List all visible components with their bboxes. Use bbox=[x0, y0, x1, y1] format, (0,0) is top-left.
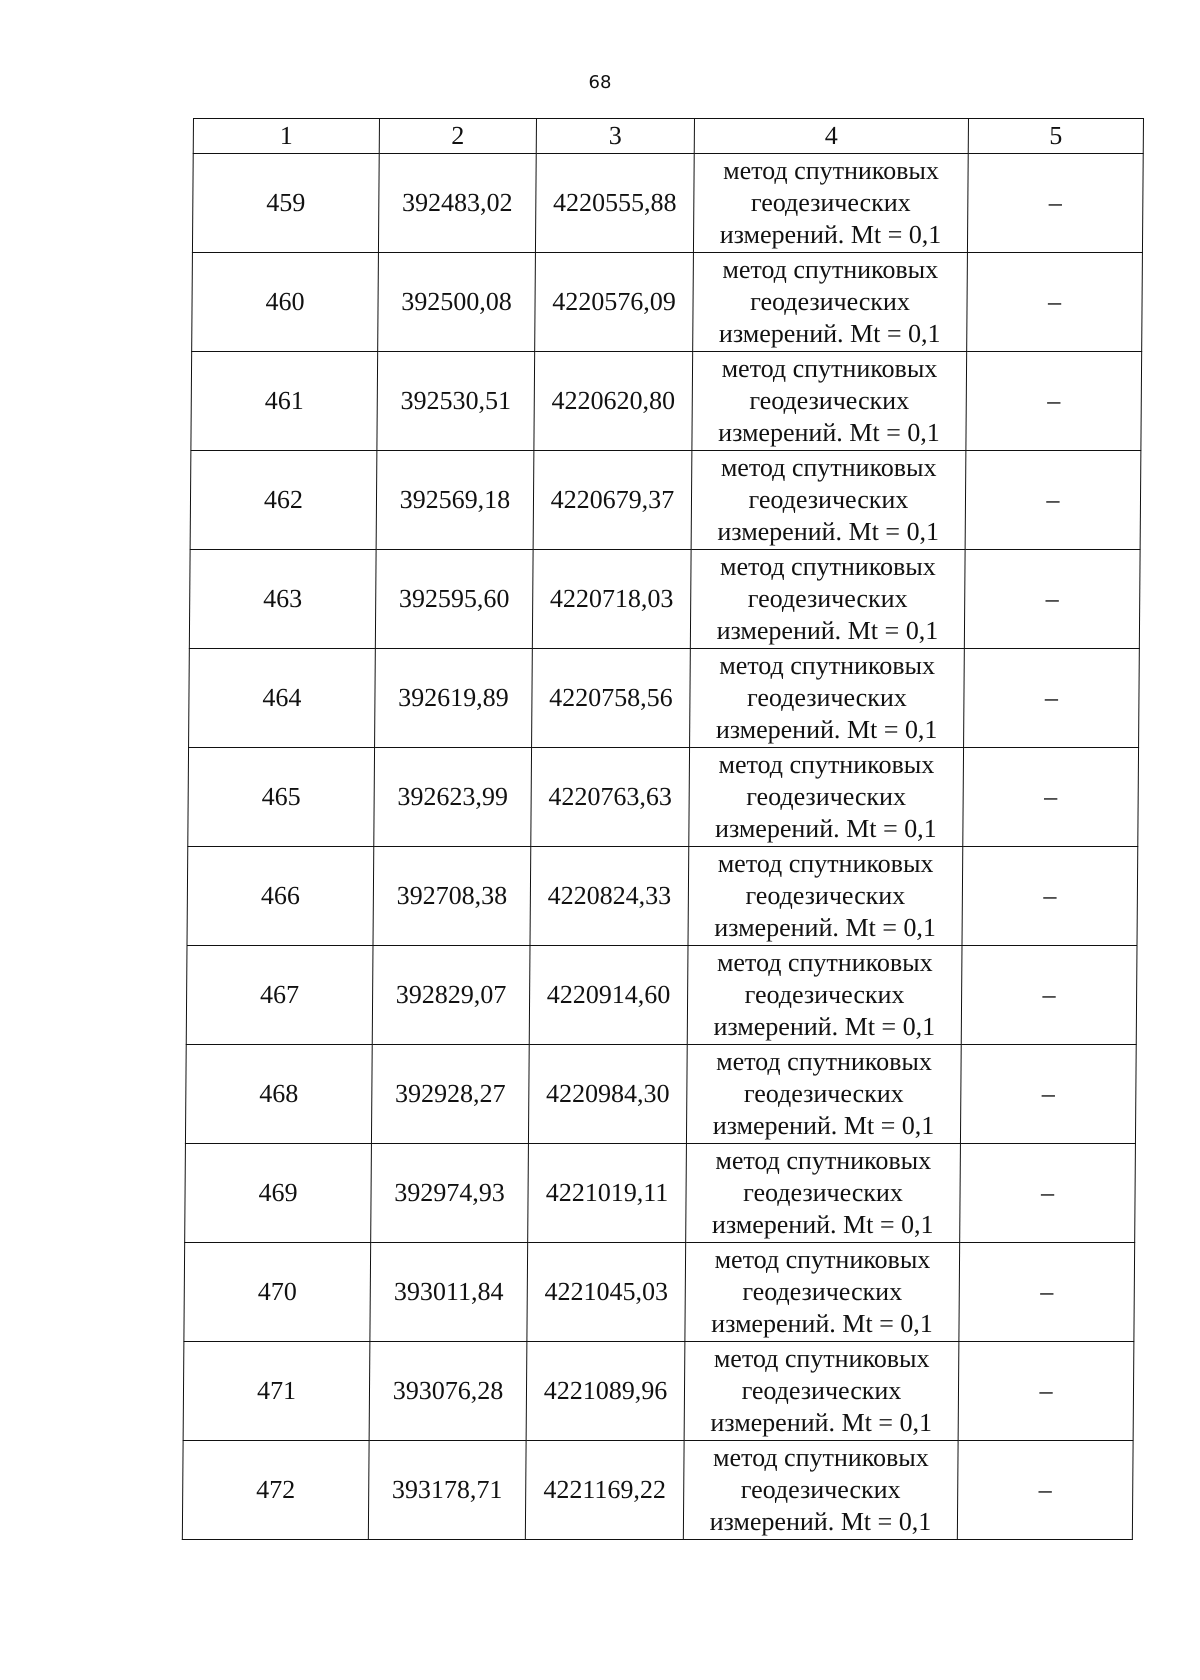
y-coordinate-cell: 4221089,96 bbox=[526, 1342, 685, 1441]
note-cell: – bbox=[966, 352, 1142, 451]
method-line: геодезических bbox=[746, 782, 907, 811]
page-number: 68 bbox=[588, 72, 612, 93]
point-number-cell: 464 bbox=[189, 649, 376, 748]
table-header-row bbox=[193, 119, 1143, 154]
y-coordinate-cell: 4220555,88 bbox=[535, 154, 694, 253]
x-coordinate-cell: 392708,38 bbox=[373, 847, 531, 946]
table-row bbox=[191, 352, 1142, 451]
method-line: метод спутниковых bbox=[716, 948, 933, 977]
table-body bbox=[182, 119, 1143, 1540]
column-header: 4 bbox=[694, 119, 968, 154]
y-coordinate-cell: 4220824,33 bbox=[530, 847, 689, 946]
method-line: геодезических bbox=[742, 1277, 903, 1306]
note-cell: – bbox=[967, 154, 1143, 253]
method-cell bbox=[686, 1144, 961, 1243]
method-line: геодезических bbox=[749, 386, 910, 415]
table-row bbox=[185, 1045, 1136, 1144]
method-line: измерений. Mt = 0,1 bbox=[714, 814, 937, 843]
method-line: метод спутниковых bbox=[721, 354, 938, 383]
y-coordinate-cell: 4220718,03 bbox=[532, 550, 691, 649]
y-coordinate-cell: 4220914,60 bbox=[529, 946, 688, 1045]
table-row bbox=[188, 748, 1139, 847]
note-cell: – bbox=[965, 451, 1141, 550]
table-row bbox=[187, 847, 1138, 946]
column-header: 1 bbox=[193, 119, 379, 154]
x-coordinate-cell: 392569,18 bbox=[376, 451, 534, 550]
table-row bbox=[184, 1243, 1135, 1342]
method-line: измерений. Mt = 0,1 bbox=[709, 1507, 932, 1536]
method-line: геодезических bbox=[748, 485, 909, 514]
method-line: метод спутниковых bbox=[713, 1443, 929, 1472]
x-coordinate-cell: 392829,07 bbox=[372, 946, 530, 1045]
x-coordinate-cell: 392619,89 bbox=[375, 649, 533, 748]
method-line: геодезических bbox=[744, 980, 905, 1009]
method-line: метод спутниковых bbox=[723, 156, 940, 185]
point-number-cell: 471 bbox=[183, 1342, 370, 1441]
x-coordinate-cell: 393178,71 bbox=[368, 1441, 526, 1540]
note-cell: – bbox=[960, 1045, 1136, 1144]
x-coordinate-cell: 392974,93 bbox=[371, 1144, 529, 1243]
x-coordinate-cell: 393076,28 bbox=[369, 1342, 527, 1441]
method-cell bbox=[691, 451, 966, 550]
method-line: метод спутниковых bbox=[716, 1047, 933, 1076]
x-coordinate-cell: 393011,84 bbox=[370, 1243, 528, 1342]
table-row bbox=[189, 550, 1140, 649]
table-row bbox=[182, 1441, 1133, 1540]
method-line: измерений. Mt = 0,1 bbox=[711, 1210, 934, 1239]
table-row bbox=[183, 1342, 1134, 1441]
method-line: измерений. Mt = 0,1 bbox=[712, 1111, 935, 1140]
note-cell: – bbox=[960, 1144, 1136, 1243]
method-cell bbox=[689, 748, 964, 847]
y-coordinate-cell: 4220620,80 bbox=[534, 352, 693, 451]
note-cell: – bbox=[964, 649, 1140, 748]
column-header: 3 bbox=[536, 119, 694, 154]
method-line: измерений. Mt = 0,1 bbox=[717, 517, 940, 546]
method-line: метод спутниковых bbox=[715, 1146, 932, 1175]
x-coordinate-cell: 392530,51 bbox=[377, 352, 535, 451]
point-number-cell: 460 bbox=[192, 253, 379, 352]
method-line: геодезических bbox=[745, 881, 906, 910]
method-cell bbox=[693, 253, 968, 352]
column-header: 5 bbox=[968, 119, 1143, 154]
method-cell bbox=[690, 649, 965, 748]
table-row bbox=[192, 154, 1143, 253]
y-coordinate-cell: 4220763,63 bbox=[531, 748, 690, 847]
method-line: метод спутниковых bbox=[714, 1245, 931, 1274]
note-cell: – bbox=[959, 1243, 1135, 1342]
note-cell: – bbox=[964, 550, 1140, 649]
table-row bbox=[192, 253, 1143, 352]
note-cell: – bbox=[963, 748, 1139, 847]
note-cell: – bbox=[967, 253, 1143, 352]
method-line: метод спутниковых bbox=[719, 651, 936, 680]
table-row bbox=[185, 1144, 1136, 1243]
method-cell bbox=[684, 1342, 959, 1441]
method-cell bbox=[688, 847, 963, 946]
method-line: метод спутниковых bbox=[713, 1344, 930, 1373]
table-row bbox=[186, 946, 1137, 1045]
point-number-cell: 469 bbox=[185, 1144, 372, 1243]
point-number-cell: 461 bbox=[191, 352, 378, 451]
method-line: геодезических bbox=[750, 188, 911, 217]
note-cell: – bbox=[961, 946, 1137, 1045]
y-coordinate-cell: 4220984,30 bbox=[528, 1045, 687, 1144]
method-line: измерений. Mt = 0,1 bbox=[716, 616, 939, 645]
method-line: измерений. Mt = 0,1 bbox=[710, 1408, 933, 1437]
method-line: измерений. Mt = 0,1 bbox=[711, 1309, 933, 1338]
method-line: измерений. Mt = 0,1 bbox=[718, 418, 940, 447]
method-cell bbox=[683, 1441, 958, 1540]
point-number-cell: 467 bbox=[186, 946, 373, 1045]
method-line: метод спутниковых bbox=[720, 552, 936, 581]
column-header: 2 bbox=[379, 119, 536, 154]
y-coordinate-cell: 4221045,03 bbox=[527, 1243, 686, 1342]
note-cell: – bbox=[958, 1342, 1134, 1441]
y-coordinate-cell: 4220576,09 bbox=[535, 253, 694, 352]
method-line: измерений. Mt = 0,1 bbox=[718, 319, 941, 348]
note-cell: – bbox=[957, 1441, 1133, 1540]
method-line: метод спутниковых bbox=[720, 453, 937, 482]
method-line: метод спутниковых bbox=[722, 255, 939, 284]
table-row bbox=[190, 451, 1141, 550]
method-line: измерений. Mt = 0,1 bbox=[719, 220, 942, 249]
x-coordinate-cell: 392928,27 bbox=[371, 1045, 529, 1144]
point-number-cell: 468 bbox=[185, 1045, 372, 1144]
y-coordinate-cell: 4221019,11 bbox=[528, 1144, 687, 1243]
method-cell bbox=[692, 352, 967, 451]
method-line: геодезических bbox=[743, 1178, 904, 1207]
method-line: геодезических bbox=[743, 1079, 904, 1108]
method-cell bbox=[693, 154, 968, 253]
point-number-cell: 462 bbox=[190, 451, 377, 550]
method-line: измерений. Mt = 0,1 bbox=[713, 1012, 936, 1041]
x-coordinate-cell: 392595,60 bbox=[375, 550, 533, 649]
x-coordinate-cell: 392623,99 bbox=[374, 748, 532, 847]
method-line: измерений. Mt = 0,1 bbox=[714, 913, 937, 942]
table-row bbox=[189, 649, 1140, 748]
coordinates-table bbox=[182, 118, 1144, 1540]
method-line: геодезических bbox=[740, 1475, 901, 1504]
point-number-cell: 472 bbox=[182, 1441, 369, 1540]
method-line: геодезических bbox=[750, 287, 911, 316]
method-cell bbox=[690, 550, 965, 649]
point-number-cell: 466 bbox=[187, 847, 374, 946]
point-number-cell: 459 bbox=[192, 154, 379, 253]
method-line: геодезических bbox=[747, 584, 908, 613]
method-cell bbox=[686, 1045, 961, 1144]
method-line: геодезических bbox=[746, 683, 907, 712]
y-coordinate-cell: 4220758,56 bbox=[532, 649, 691, 748]
x-coordinate-cell: 392483,02 bbox=[378, 154, 536, 253]
method-line: метод спутниковых bbox=[718, 750, 935, 779]
method-line: геодезических bbox=[741, 1376, 902, 1405]
note-cell: – bbox=[962, 847, 1138, 946]
method-cell bbox=[687, 946, 962, 1045]
method-cell bbox=[685, 1243, 960, 1342]
y-coordinate-cell: 4221169,22 bbox=[525, 1441, 684, 1540]
method-line: метод спутниковых bbox=[717, 849, 934, 878]
method-line: измерений. Mt = 0,1 bbox=[715, 715, 938, 744]
x-coordinate-cell: 392500,08 bbox=[378, 253, 536, 352]
point-number-cell: 463 bbox=[189, 550, 376, 649]
point-number-cell: 465 bbox=[188, 748, 375, 847]
y-coordinate-cell: 4220679,37 bbox=[533, 451, 692, 550]
point-number-cell: 470 bbox=[184, 1243, 371, 1342]
